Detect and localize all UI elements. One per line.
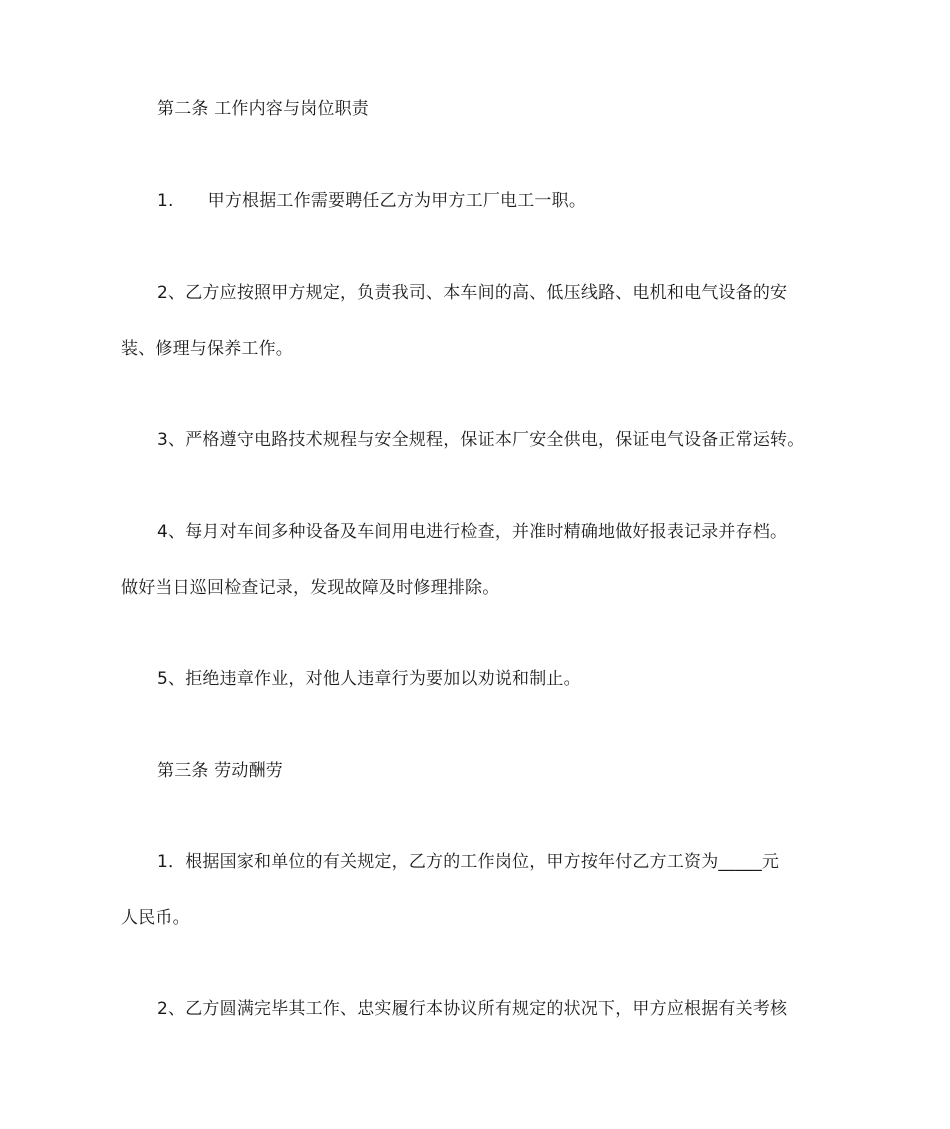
article-2-heading: 第二条 工作内容与岗位职责 (157, 99, 370, 119)
clause-2-3: 3、严格遵守电路技术规程与安全规程，保证本厂安全供电，保证电气设备正常运转。 (157, 430, 805, 450)
clause-2-1 (157, 190, 586, 212)
article-3-heading: 第三条 劳动酬劳 (157, 761, 284, 781)
clause-number: 1. (157, 191, 174, 211)
clause-3-1-line-2: 人民币。 (121, 908, 190, 928)
clause-text: 甲方根据工作需要聘任乙方为甲方工厂电工一职。 (207, 191, 587, 211)
clause-2-4-line-1: 4、每月对车间多种设备及车间用电进行检查，并准时精确地做好报表记录并存档。 (157, 522, 788, 542)
clause-2-4-line-2: 做好当日巡回检查记录，发现故障及时修理排除。 (121, 578, 500, 598)
clause-3-1-line-1: 1．根据国家和单位的有关规定，乙方的工作岗位，甲方按年付乙方工资为_____元 (157, 852, 780, 872)
clause-3-2-line-1: 2、乙方圆满完毕其工作、忠实履行本协议所有规定的状况下，甲方应根据有关考核 (157, 999, 788, 1019)
clause-2-2-line-1: 2、乙方应按照甲方规定，负责我司、本车间的高、低压线路、电机和电气设备的安 (157, 283, 788, 303)
clause-2-2-line-2: 装、修理与保养工作。 (121, 339, 293, 359)
clause-2-5: 5、拒绝违章作业，对他人违章行为要加以劝说和制止。 (157, 669, 581, 689)
